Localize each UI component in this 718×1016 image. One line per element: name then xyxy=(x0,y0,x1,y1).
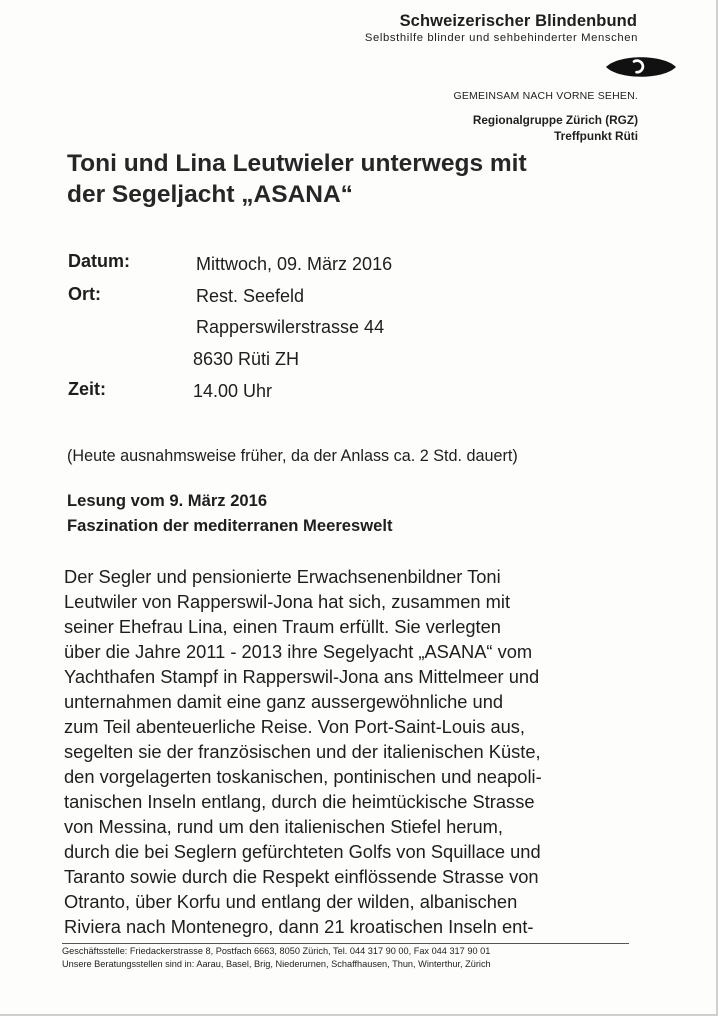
event-title-line: Toni und Lina Leutwieler unterwegs mit xyxy=(67,150,527,177)
org-name: Schweizerischer Blindenbund xyxy=(399,12,637,30)
footer-address: Geschäftsstelle: Friedackerstrasse 8, Postfach 6663, 8050 Zürich, Tel. 044 317 90 00, Fax 044 317 90 01 xyxy=(62,946,491,956)
body-text-line: Otranto, über Korfu und entlang der wilden, albanischen xyxy=(64,891,518,912)
slogan: GEMEINSAM NACH VORNE SEHEN. xyxy=(453,90,638,102)
body-text-line: Riviera nach Montenegro, dann 21 kroatischen Inseln ent- xyxy=(64,916,534,937)
event-title-line: der Segeljacht „ASANA“ xyxy=(67,181,353,208)
region-group: Regionalgruppe Zürich (RGZ) xyxy=(472,113,638,127)
meeting-point: Treffpunkt Rüti xyxy=(554,129,638,143)
date-value: Mittwoch, 09. März 2016 xyxy=(196,254,393,274)
body-text-line: tanischen Inseln entlang, durch die heimtückische Strasse xyxy=(64,791,535,812)
body-text-line: Der Segler und pensionierte Erwachsenenbildner Toni xyxy=(64,566,501,587)
body-text-line: Leutwiler von Rapperswil-Jona hat sich, zusammen mit xyxy=(64,591,511,612)
body-text-line: über die Jahre 2011 - 2013 ihre Segelyacht „ASANA“ vom xyxy=(64,641,533,662)
time-label: Zeit: xyxy=(68,379,106,399)
schedule-note: (Heute ausnahmsweise früher, da der Anlass ca. 2 Std. dauert) xyxy=(67,447,518,465)
place-line: 8630 Rüti ZH xyxy=(193,349,300,369)
body-text-line: unternahmen damit eine ganz aussergewöhnliche und xyxy=(64,691,504,712)
reading-heading: Lesung vom 9. März 2016 xyxy=(67,491,268,510)
place-line: Rapperswilerstrasse 44 xyxy=(196,317,385,337)
body-text-line: Taranto sowie durch die Respekt einflössende Strasse von xyxy=(64,866,539,887)
time-value: 14.00 Uhr xyxy=(193,381,273,401)
body-text-line: durch die bei Seglern gefürchteten Golfs von Squillace und xyxy=(64,841,541,862)
place-line: Rest. Seefeld xyxy=(196,286,305,306)
body-text-line: segelten sie der französischen und der italienischen Küste, xyxy=(64,741,541,762)
eye-logo-icon xyxy=(603,53,679,81)
body-text-line: seiner Ehefrau Lina, einen Traum erfüllt. Sie verlegten xyxy=(64,616,501,637)
org-subtitle: Selbsthilfe blinder und sehbehinderter Menschen xyxy=(364,32,638,44)
date-label: Datum: xyxy=(68,251,130,271)
place-label: Ort: xyxy=(68,284,101,304)
body-text-line: zum Teil abenteuerliche Reise. Von Port-Saint-Louis aus, xyxy=(64,716,526,737)
body-text-line: Yachthafen Stampf in Rapperswil-Jona ans Mittelmeer und xyxy=(64,666,540,687)
reading-subheading: Faszination der mediterranen Meereswelt xyxy=(67,516,393,535)
body-text-line: den vorgelagerten toskanischen, pontinischen und neapoli- xyxy=(64,766,542,787)
event-title xyxy=(67,148,527,210)
footer-divider xyxy=(62,943,629,944)
body-text-line: von Messina, rund um den italienischen Stiefel herum, xyxy=(64,816,503,837)
footer-locations: Unsere Beratungsstellen sind in: Aarau, Basel, Brig, Niederurnen, Schaffhausen, Thun, Winterthur, Zürich xyxy=(62,959,491,969)
